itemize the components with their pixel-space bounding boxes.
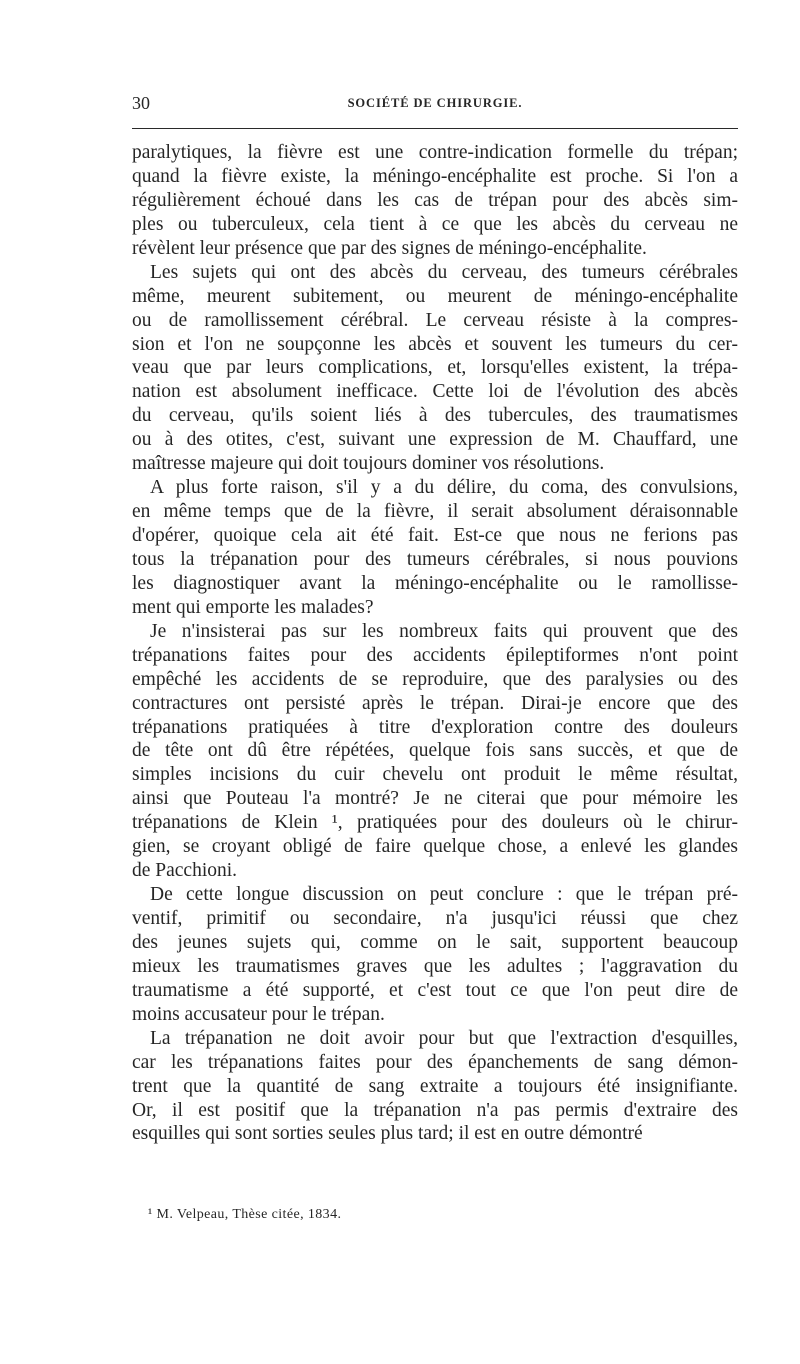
- paragraph: [132, 883, 738, 1027]
- text-line: De cette longue discussion on peut conclure : que le trépan pré-: [150, 884, 738, 906]
- page-number: 30: [132, 93, 150, 113]
- paragraph: [132, 1027, 738, 1147]
- text-line: du cerveau, qu'ils soient liés à des tubercules, des traumatismes: [132, 405, 738, 427]
- text-line: des jeunes sujets qui, comme on le sait, supportent beaucoup: [132, 931, 738, 953]
- text-line: traumatisme a été supporté, et c'est tout ce que l'on peut dire de: [132, 979, 738, 1001]
- text-line: trépanations faites pour des accidents épileptiformes n'ont point: [132, 644, 738, 666]
- paragraph: [132, 476, 738, 620]
- text-line: quand la fièvre existe, la méningo-encéphalite est proche. Si l'on a: [132, 165, 738, 187]
- text-line: Je n'insisterai pas sur les nombreux faits qui prouvent que des: [150, 620, 738, 642]
- text-line: simples incisions du cuir chevelu ont produit le même résultat,: [132, 764, 738, 786]
- text-line: d'opérer, quoique cela ait été fait. Est-ce que nous ne ferions pas: [132, 525, 738, 546]
- text-line: veau que par leurs complications, et, lorsqu'elles existent, la trépa-: [132, 357, 738, 379]
- paragraph: [132, 620, 738, 883]
- paragraph: [132, 261, 738, 476]
- text-line: car les trépanations faites pour des épanchements de sang démon-: [132, 1051, 738, 1073]
- text-line: sion et l'on ne soupçonne les abcès et souvent les tumeurs du cer-: [132, 333, 738, 355]
- text-line: ples ou tuberculeux, cela tient à ce que les abcès du cerveau ne: [132, 213, 738, 235]
- text-line: trépanations de Klein ¹, pratiquées pour des douleurs où le chirur-: [132, 812, 738, 834]
- text-line: ou de ramollissement cérébral. Le cerveau résiste à la compres-: [132, 309, 738, 331]
- text-line: ou à des otites, c'est, suivant une expression de M. Chauffard, une: [132, 429, 738, 451]
- running-head: SOCIÉTÉ DE CHIRURGIE.: [347, 96, 523, 110]
- text-line: régulièrement échoué dans les cas de trépan pour des abcès sim-: [132, 189, 738, 211]
- body-text: [132, 141, 738, 1146]
- text-line: mieux les traumatismes graves que les adultes ; l'aggravation du: [132, 955, 738, 977]
- text-line: les diagnostiquer avant la méningo-encéphalite ou le ramollisse-: [132, 572, 738, 594]
- text-line: paralytiques, la fièvre est une contre-indication formelle du trépan;: [132, 142, 738, 163]
- text-line: ainsi que Pouteau l'a montré? Je ne citerai que pour mémoire les: [132, 788, 738, 810]
- header-rule: [132, 128, 738, 129]
- text-line: nation est absolument inefficace. Cette loi de l'évolution des abcès: [132, 381, 738, 403]
- text-line: ment qui emporte les malades?: [132, 596, 374, 618]
- text-line: trent que la quantité de sang extraite a toujours été insignifiante.: [132, 1075, 738, 1097]
- text-line: ventif, primitif ou secondaire, n'a jusqu'ici réussi que chez: [132, 908, 738, 929]
- paragraph: [132, 141, 738, 261]
- text-line: révèlent leur présence que par des signes de méningo-encéphalite.: [132, 237, 647, 259]
- text-line: empêché les accidents de se reproduire, que des paralysies ou des: [132, 668, 738, 690]
- footnote: ¹ M. Velpeau, Thèse citée, 1834.: [148, 1207, 342, 1222]
- page-header: [132, 93, 738, 113]
- text-line: Or, il est positif que la trépanation n'a pas permis d'extraire des: [132, 1099, 738, 1121]
- text-line: La trépanation ne doit avoir pour but que l'extraction d'esquilles,: [150, 1027, 738, 1049]
- text-line: maîtresse majeure qui doit toujours dominer vos résolutions.: [132, 453, 605, 475]
- text-line: de tête ont dû être répétées, quelque fois sans succès, et que de: [132, 740, 738, 762]
- text-line: en même temps que de la fièvre, il serait absolument déraisonnable: [132, 501, 738, 523]
- text-line: Les sujets qui ont des abcès du cerveau, des tumeurs cérébrales: [150, 261, 738, 283]
- text-line: trépanations pratiquées à titre d'exploration contre des douleurs: [132, 716, 738, 738]
- text-line: même, meurent subitement, ou meurent de méningo-encéphalite: [132, 285, 738, 307]
- text-line: de Pacchioni.: [132, 860, 238, 882]
- text-line: contractures ont persisté après le trépan. Dirai-je encore que des: [132, 692, 738, 714]
- text-line: A plus forte raison, s'il y a du délire, du coma, des convulsions,: [150, 477, 738, 499]
- text-line: tous la trépanation pour des tumeurs cérébrales, si nous pouvions: [132, 548, 738, 570]
- text-line: esquilles qui sont sorties seules plus tard; il est en outre démontré: [132, 1123, 643, 1145]
- text-line: moins accusateur pour le trépan.: [132, 1003, 385, 1025]
- text-line: gien, se croyant obligé de faire quelque chose, a enlevé les glandes: [132, 836, 738, 858]
